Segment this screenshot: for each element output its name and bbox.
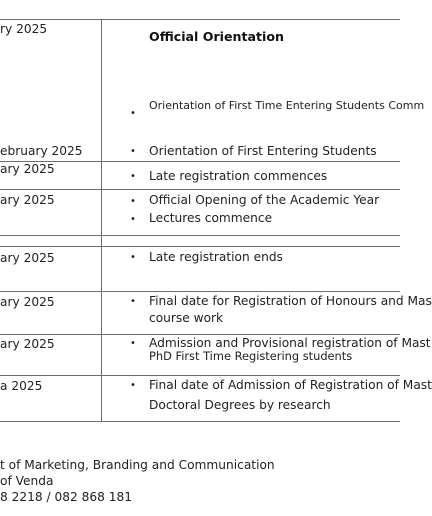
row-divider (0, 246, 400, 247)
row-date: ary 2025 (0, 251, 55, 265)
row-date: ary 2025 (0, 193, 55, 207)
row-date: a 2025 (0, 379, 43, 393)
row-item: course work (149, 311, 224, 325)
row-item: Late registration ends (149, 250, 283, 264)
row-divider (0, 235, 400, 236)
row-item: Official Opening of the Academic Year (149, 193, 380, 207)
footer-university: of Venda (0, 474, 54, 488)
row-date: ary 2025 (0, 337, 55, 351)
bullet-icon: • (130, 146, 136, 157)
row-item: Orientation of First Entering Students (149, 144, 377, 158)
bullet-icon: • (130, 171, 136, 182)
footer-department: t of Marketing, Branding and Communication (0, 458, 275, 472)
row-divider (0, 334, 400, 335)
row-divider (0, 189, 400, 190)
bullet-icon: • (130, 252, 136, 263)
row-item: Admission and Provisional registration of Mast (149, 336, 431, 350)
row-date: ry 2025 (0, 22, 48, 36)
row-date: ary 2025 (0, 162, 55, 176)
bullet-icon: • (130, 196, 136, 207)
row-item: PhD First Time Registering students (149, 349, 353, 363)
row-item: Final date for Registration of Honours and Mas (149, 294, 432, 308)
bullet-icon: • (130, 380, 136, 391)
row-item: Orientation of First Time Entering Students Comm (149, 99, 425, 112)
row-divider (0, 161, 400, 162)
row-date: ary 2025 (0, 295, 55, 309)
table-top-border (0, 19, 400, 20)
row-divider (0, 375, 400, 376)
row-item: Doctoral Degrees by research (149, 398, 331, 412)
table-column-divider (101, 19, 102, 421)
table-bottom-border (0, 421, 400, 422)
row-item: Lectures commence (149, 211, 273, 225)
bullet-icon: • (130, 214, 136, 225)
row-item: Late registration commences (149, 169, 328, 183)
bullet-icon: • (130, 108, 136, 119)
row-divider (0, 291, 400, 292)
footer-phone: 8 2218 / 082 868 181 (0, 490, 133, 504)
row-heading: Official Orientation (149, 29, 284, 44)
row-date: ebruary 2025 (0, 144, 83, 158)
bullet-icon: • (130, 296, 136, 307)
bullet-icon: • (130, 338, 136, 349)
row-item: Final date of Admission of Registration of Mast (149, 378, 432, 392)
